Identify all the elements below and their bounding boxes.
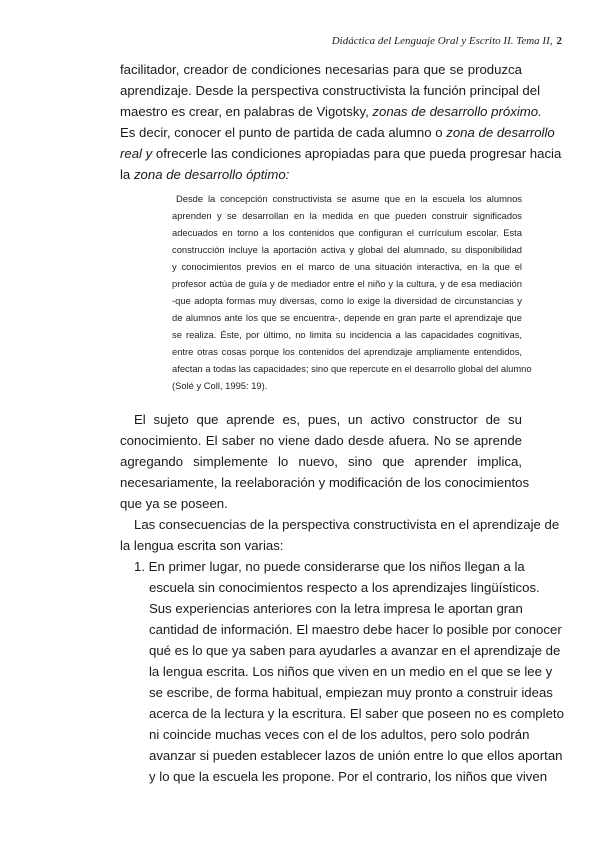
body-line: Las consecuencias de la perspectiva constructivista en el aprendizaje de [134,517,560,532]
text-run: Es decir, conocer el punto de partida de cada alumno o [120,125,447,140]
quote-line: (Solé y Coll, 1995: 19). [172,380,268,391]
text-run: la [120,167,134,182]
quote-line: Desde la concepción constructivista se asume que en la escuela los alumnos [176,193,522,204]
list-line: escuela sin conocimientos respecto a los aprendizajes lingüísticos. [149,580,540,595]
quote-line: se realiza. Éste, por último, no limita su incidencia a las capacidades cognitivas, [172,329,522,340]
page-header [332,35,562,47]
header-title: Didáctica del Lenguaje Oral y Escrito II. Tema II, [331,35,553,47]
body-line: necesariamente, la reelaboración y modificación de los conocimientos [120,475,530,490]
list-line: ni coincide muchas veces con el de los adultos, pero solo podrán [149,727,530,742]
body-line: agregando simplemente lo nuevo, sino que aprender implica, [120,454,522,469]
list-line: se escribe, de forma habitual, empiezan muy pronto a construir ideas [149,685,553,700]
text-run: ofrecerle las condiciones apropiadas para que pueda progresar hacia [152,146,562,161]
italic-term: zona de desarrollo óptimo: [133,167,290,182]
body-line [120,165,522,185]
quote-line: entre otras cosas porque los contenidos del aprendizaje ampliamente entendidos, [172,346,522,357]
quote-line: aprenden y se desarrollan en la medida en que pueden construir significados [172,210,522,221]
list-line: cantidad de información. El maestro debe hacer lo posible por conocer [149,622,562,637]
quote-line: construcción incluye la aportación activa y global del alumnado, su disponibilidad [172,244,522,255]
quote-line: adecuados en torno a los contenidos que configuran el currículum escolar. Esta [172,227,522,238]
quote-line: de alumnos ante los que se encuentra-, depende en gran parte el aprendizaje que [172,312,522,323]
list-line: Sus experiencias anteriores con la letra impresa le aportan gran [149,601,523,616]
body-line: conocimiento. El saber no viene dado desde afuera. No se aprende [120,433,522,448]
list-line: la lengua escrita. Los niños que viven en un medio en el que se lee y [149,664,553,679]
list-line: qué es lo que ya saben para ayudarles a avanzar en el aprendizaje de [149,643,561,658]
body-line: aprendizaje. Desde la perspectiva constructivista la función principal del [120,83,541,98]
body-line [120,102,542,122]
page-number: 2 [556,35,562,47]
body-line: facilitador, creador de condiciones necesarias para que se produzca [120,62,522,77]
italic-term: zonas de desarrollo próximo. [372,104,542,119]
text-run: maestro es crear, en palabras de Vigotsky, [120,104,373,119]
body-line [120,123,555,143]
quote-line: afectan a todas las capacidades; sino que repercute en el desarrollo global del alumno [172,363,532,374]
list-line: avanzar si pueden establecer lazos de unión entre lo que ellos aportan [149,748,563,763]
italic-term: zona de desarrollo [446,125,555,140]
quote-line: profesor actúa de guía y de mediador entre el niño y la cultura, y de esa mediación [172,278,522,289]
list-line: 1. En primer lugar, no puede considerarse que los niños llegan a la [134,559,525,574]
quote-line: y conocimientos previos en el marco de una situación interactiva, en la que el [172,261,522,272]
italic-term: real y [120,146,153,161]
body-line: que ya se poseen. [120,496,228,511]
list-line: acerca de la lectura y la escritura. El saber que poseen no es completo [149,706,564,721]
body-line: la lengua escrita son varias: [120,538,284,553]
list-line: y lo que la escuela les propone. Por el contrario, los niños que viven [149,769,548,784]
body-line [120,144,562,164]
body-line: El sujeto que aprende es, pues, un activo constructor de su [134,412,522,427]
quote-line: -que adopta formas muy diversas, como lo exige la diversidad de circunstancias y [172,295,522,306]
